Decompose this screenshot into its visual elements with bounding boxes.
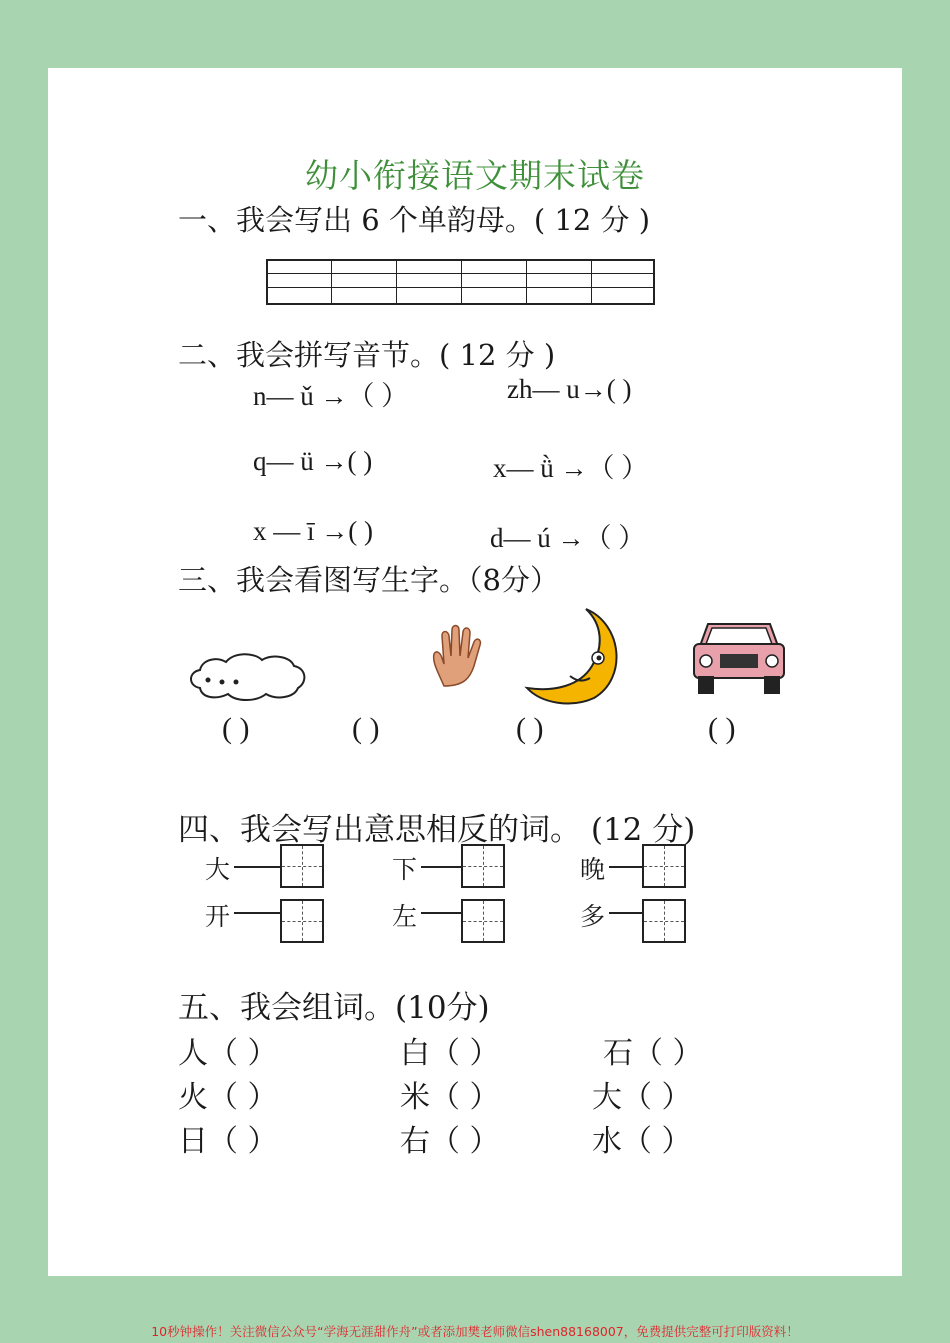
section5-heading: 五、我会组词。(10分) (178, 990, 490, 1026)
moon-image (524, 606, 624, 706)
compound-item[interactable]: 人（ ） (178, 1036, 278, 1071)
pinyin-item[interactable]: x— ǜ →（ ） (493, 453, 649, 483)
answer-blank[interactable]: ( ) (352, 712, 380, 745)
antonym-word: 开 (205, 902, 231, 931)
tianzi-box[interactable] (461, 844, 505, 888)
compound-item[interactable]: 火（ ） (178, 1080, 278, 1115)
antonym-word: 多 (580, 902, 606, 931)
section4-heading: 四、我会写出意思相反的词。 (12 分) (178, 812, 696, 848)
tianzi-box[interactable] (280, 899, 324, 943)
answer-blank[interactable]: ( ) (222, 712, 250, 745)
section1-heading: 一、我会写出 6 个单韵母。( 12 分 ) (178, 203, 651, 237)
page-title: 幼小衔接语文期末试卷 (305, 156, 645, 195)
answer-blank[interactable]: ( ) (708, 712, 736, 745)
compound-item[interactable]: 石（ ） (603, 1036, 703, 1071)
hand-image (430, 622, 492, 688)
tianzi-box[interactable] (642, 844, 686, 888)
section3-heading: 三、我会看图写生字。（8分） (178, 563, 559, 597)
pinyin-item[interactable]: q— ü →( ) (253, 446, 373, 476)
compound-item[interactable]: 日（ ） (178, 1124, 278, 1159)
pinyin-item[interactable]: x — ī →( ) (253, 516, 373, 546)
cloud-image (186, 650, 310, 702)
antonym-word: 大 (205, 855, 231, 884)
compound-item[interactable]: 大（ ） (592, 1080, 692, 1115)
compound-item[interactable]: 右（ ） (400, 1124, 500, 1159)
pinyin-item[interactable]: d— ú →（ ） (490, 523, 646, 553)
answer-blank[interactable]: ( ) (516, 712, 544, 745)
pinyin-item[interactable]: zh— u→( ) (507, 374, 632, 404)
antonym-word: 下 (392, 855, 418, 884)
section2-heading: 二、我会拼写音节。( 12 分 ) (178, 338, 556, 372)
pinyin-item[interactable]: n— ǔ →（ ） (253, 381, 409, 411)
compound-item[interactable]: 水（ ） (592, 1124, 692, 1159)
antonym-word: 左 (392, 902, 418, 931)
antonym-word: 晚 (580, 855, 606, 884)
tianzi-box[interactable] (642, 899, 686, 943)
writing-grid[interactable] (266, 259, 655, 305)
compound-item[interactable]: 米（ ） (400, 1080, 500, 1115)
footer-notice: 10秒钟操作！关注微信公众号“学海无涯甜作舟”或者添加樊老师微信shen88168007，免费提供完整可打印版资料！ (151, 1324, 799, 1339)
compound-item[interactable]: 白（ ） (400, 1036, 500, 1071)
tianzi-box[interactable] (280, 844, 324, 888)
car-image (692, 618, 786, 696)
tianzi-box[interactable] (461, 899, 505, 943)
